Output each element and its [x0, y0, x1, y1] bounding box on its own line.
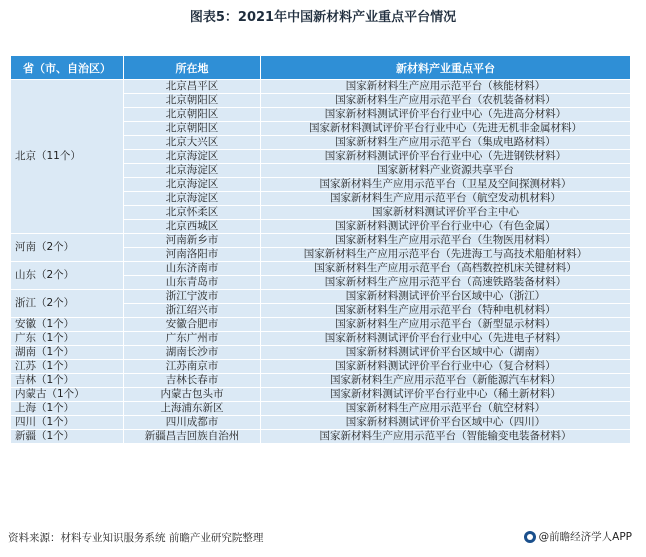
- province-cell: 河南（2个）: [11, 234, 124, 262]
- platform-cell: 国家新材料生产应用示范平台（新型显示材料）: [261, 318, 631, 332]
- province-cell: 浙江（2个）: [11, 290, 124, 318]
- location-cell: 上海浦东新区: [124, 402, 261, 416]
- platform-cell: 国家新材料测试评价平台行业中心（先进钢铁材料）: [261, 150, 631, 164]
- province-cell: 吉林（1个）: [11, 374, 124, 388]
- platform-cell: 国家新材料生产应用示范平台（新能源汽车材料）: [261, 374, 631, 388]
- platform-cell: 国家新材料生产应用示范平台（生物医用材料）: [261, 234, 631, 248]
- table-row: [11, 262, 631, 276]
- location-cell: 北京西城区: [124, 220, 261, 234]
- province-cell: 山东（2个）: [11, 262, 124, 290]
- brand-label: @前瞻经济学人APP: [538, 531, 632, 543]
- header-province: 省（市、自治区）: [11, 56, 124, 80]
- location-cell: 河南新乡市: [124, 234, 261, 248]
- platform-cell: 国家新材料测试评价平台区域中心（四川）: [261, 416, 631, 430]
- brand-logo-icon: [524, 531, 536, 543]
- location-cell: 江苏南京市: [124, 360, 261, 374]
- table-row: [11, 374, 631, 388]
- location-cell: 北京海淀区: [124, 178, 261, 192]
- platform-cell: 国家新材料测试评价平台行业中心（复合材料）: [261, 360, 631, 374]
- table-row: [11, 234, 631, 248]
- table-row: [11, 346, 631, 360]
- table-row: [11, 416, 631, 430]
- table-row: [11, 290, 631, 304]
- location-cell: 北京昌平区: [124, 80, 261, 94]
- table-row: [11, 318, 631, 332]
- platform-cell: 国家新材料测试评价平台主中心: [261, 206, 631, 220]
- location-cell: 山东济南市: [124, 262, 261, 276]
- header-platform: 新材料产业重点平台: [261, 56, 631, 80]
- platform-cell: 国家新材料生产应用示范平台（高档数控机床关键材料）: [261, 262, 631, 276]
- location-cell: 北京朝阳区: [124, 108, 261, 122]
- location-cell: 内蒙古包头市: [124, 388, 261, 402]
- location-cell: 广东广州市: [124, 332, 261, 346]
- location-cell: 安徽合肥市: [124, 318, 261, 332]
- location-cell: 北京朝阳区: [124, 122, 261, 136]
- platform-cell: 国家新材料生产应用示范平台（特种电机材料）: [261, 304, 631, 318]
- table-row: [11, 360, 631, 374]
- location-cell: 山东青岛市: [124, 276, 261, 290]
- platform-cell: 国家新材料测试评价平台区域中心（湖南）: [261, 346, 631, 360]
- province-cell: 新疆（1个）: [11, 430, 124, 444]
- table-row: [11, 332, 631, 346]
- table-header-row: [11, 56, 631, 80]
- platform-cell: 国家新材料生产应用示范平台（集成电路材料）: [261, 136, 631, 150]
- table-row: [11, 388, 631, 402]
- table-row: [11, 80, 631, 94]
- chart-title: 图表5：2021年中国新材料产业重点平台情况: [189, 10, 457, 25]
- province-cell: 四川（1个）: [11, 416, 124, 430]
- platform-cell: 国家新材料测试评价平台行业中心（先进电子材料）: [261, 332, 631, 346]
- province-cell: 湖南（1个）: [11, 346, 124, 360]
- platform-cell: 国家新材料生产应用示范平台（先进海工与高技术船舶材料）: [261, 248, 631, 262]
- location-cell: 新疆昌吉回族自治州: [124, 430, 261, 444]
- location-cell: 北京大兴区: [124, 136, 261, 150]
- platform-cell: 国家新材料生产应用示范平台（高速铁路装备材料）: [261, 276, 631, 290]
- location-cell: 北京海淀区: [124, 164, 261, 178]
- location-cell: 北京朝阳区: [124, 94, 261, 108]
- platform-cell: 国家新材料生产应用示范平台（智能输变电装备材料）: [261, 430, 631, 444]
- platform-cell: 国家新材料生产应用示范平台（农机装备材料）: [261, 94, 631, 108]
- table-row: [11, 430, 631, 444]
- source-note: 资料来源：材料专业知识服务系统 前瞻产业研究院整理: [8, 532, 264, 544]
- province-cell: 广东（1个）: [11, 332, 124, 346]
- location-cell: 河南洛阳市: [124, 248, 261, 262]
- platform-cell: 国家新材料生产应用示范平台（核能材料）: [261, 80, 631, 94]
- platform-table: [10, 55, 631, 444]
- location-cell: 四川成都市: [124, 416, 261, 430]
- province-cell: 上海（1个）: [11, 402, 124, 416]
- province-cell: 内蒙古（1个）: [11, 388, 124, 402]
- platform-cell: 国家新材料测试评价平台行业中心（先进高分材料）: [261, 108, 631, 122]
- location-cell: 北京海淀区: [124, 192, 261, 206]
- table-row: [11, 402, 631, 416]
- platform-cell: 国家新材料测试评价平台行业中心（先进无机非金属材料）: [261, 122, 631, 136]
- platform-cell: 国家新材料产业资源共享平台: [261, 164, 631, 178]
- location-cell: 浙江绍兴市: [124, 304, 261, 318]
- province-cell: 江苏（1个）: [11, 360, 124, 374]
- province-cell: 安徽（1个）: [11, 318, 124, 332]
- platform-cell: 国家新材料生产应用示范平台（航空发动机材料）: [261, 192, 631, 206]
- brand-credit: [524, 529, 632, 544]
- location-cell: 浙江宁波市: [124, 290, 261, 304]
- location-cell: 北京海淀区: [124, 150, 261, 164]
- platform-cell: 国家新材料测试评价平台行业中心（稀土新材料）: [261, 388, 631, 402]
- location-cell: 北京怀柔区: [124, 206, 261, 220]
- header-location: 所在地: [124, 56, 261, 80]
- location-cell: 吉林长春市: [124, 374, 261, 388]
- platform-cell: 国家新材料测试评价平台行业中心（有色金属）: [261, 220, 631, 234]
- platform-cell: 国家新材料测试评价平台区域中心（浙江）: [261, 290, 631, 304]
- province-cell: 北京（11个）: [11, 80, 124, 234]
- table-body: [11, 80, 631, 444]
- platform-cell: 国家新材料生产应用示范平台（卫星及空间探测材料）: [261, 178, 631, 192]
- location-cell: 湖南长沙市: [124, 346, 261, 360]
- platform-cell: 国家新材料生产应用示范平台（航空材料）: [261, 402, 631, 416]
